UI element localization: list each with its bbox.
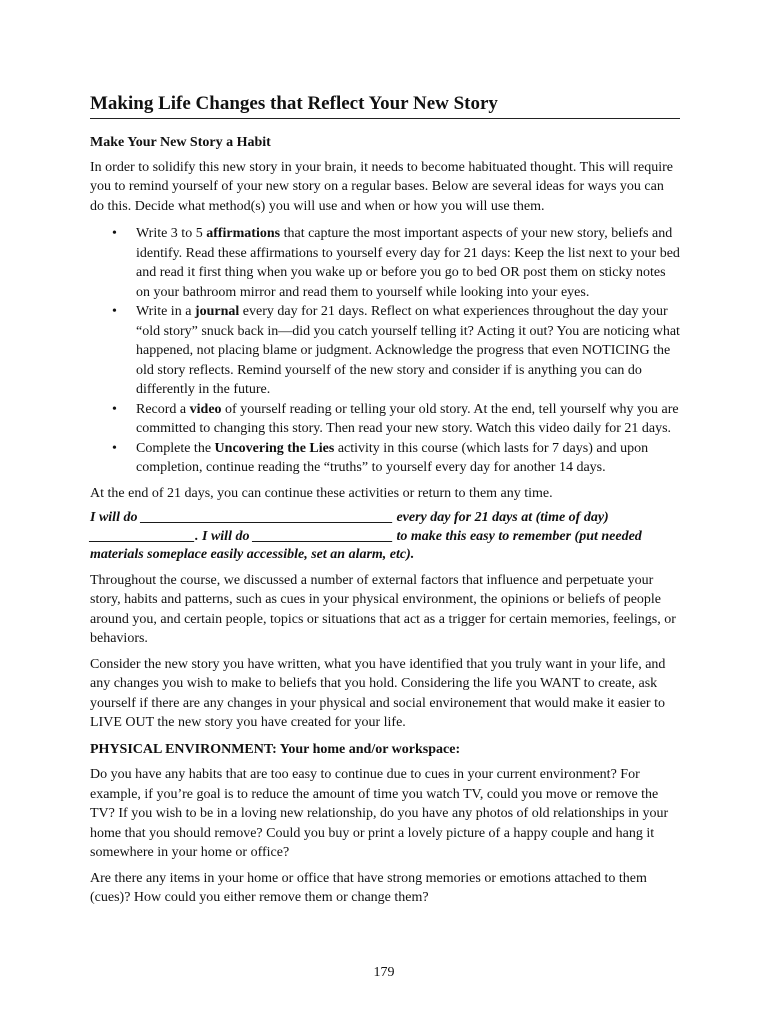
page-number: 179	[373, 965, 395, 980]
consider-paragraph: Consider the new story you have written, what you have identified that you truly want in your life, and any changes you wish to make to beliefs that you hold. Considering the life you WANT to create, ask yourself if there are any changes in your physical and social environement that would make it easier to LIVE OUT the new story you have created for your life.	[90, 656, 666, 730]
idea-text: Complete the	[136, 440, 215, 456]
external-factors-paragraph: Throughout the course, we discussed a number of external factors that influence and perpetuate your story, habits and patterns, such as cues in your physical environment, the opinions or beliefs of people around you, and certain people, topics or situations that act as a trigger for certain memories, feelings, or behaviors.	[90, 572, 676, 646]
idea-text: activity in this course (which lasts for 7 days) and upon completion, continue reading the “truths” to yourself every day for another 14 days.	[136, 440, 649, 475]
intro-paragraph: In order to solidify this new story in your brain, it needs to become habituated thought. This will require you to remind yourself of your new story on a regular bases. Below are several ideas for ways you can do this. Decide what method(s) you will use and when or how you will use them.	[90, 159, 673, 214]
list-item	[112, 400, 680, 439]
idea-text: Record a	[136, 401, 190, 417]
idea-text: that capture the most important aspects of your new story, beliefs and identify. Read these affirmations to yourself every day for 21 days: Keep the list next to your bed and read it first thing when you wake up or before you go to bed OR post them on sticky notes on your bathroom mirror and read them to yourself while looking into your eyes.	[136, 226, 680, 300]
section-heading: Make Your New Story a Habit	[90, 135, 271, 150]
physical-environment-heading: PHYSICAL ENVIRONMENT: Your home and/or workspace:	[90, 741, 461, 757]
habits-paragraph: Do you have any habits that are too easy to continue due to cues in your current environment? For example, if you’re goal is to reduce the amount of time you watch TV, could you move or remove the TV? If you wish to be in a loving new relationship, do you have any photos of old relationships in your home that you should remove? Could you buy or print a lovely picture of a happy couple and hang it somewhere in your home or office?	[90, 767, 669, 860]
idea-text: Write in a	[136, 304, 195, 319]
bullet-icon: •	[112, 304, 117, 319]
bullet-icon: •	[112, 226, 117, 241]
idea-keyword: video	[189, 401, 222, 417]
idea-text: of yourself reading or telling your old story. At the end, tell yourself why you are committed to changing this story. Then read your new story. Watch this video daily for 21 days.	[136, 401, 679, 436]
idea-keyword: Uncovering the Lies	[214, 440, 335, 456]
idea-keyword: journal	[194, 304, 240, 319]
document-page	[90, 92, 680, 908]
after-ideas-paragraph: At the end of 21 days, you can continue these activities or return to them any time.	[90, 485, 553, 501]
list-item	[112, 302, 680, 400]
idea-keyword: affirmations	[206, 226, 281, 241]
bullet-icon: •	[112, 440, 117, 456]
page-title: Making Life Changes that Reflect Your New Story	[90, 92, 680, 119]
list-item	[112, 224, 680, 302]
commitment-statement: I will do ____________________________________ every day for 21 days at (time of day) _______________. I will do ____________________ to make this easy to remember (put needed materials someplace easily accessible, set an alarm, etc).	[90, 510, 642, 562]
bullet-icon: •	[112, 401, 117, 417]
idea-text: Write 3 to 5	[136, 226, 207, 241]
items-paragraph: Are there any items in your home or office that have strong memories or emotions attached to them (cues)? How could you either remove them or change them?	[90, 870, 647, 905]
idea-text: every day for 21 days. Reflect on what experiences throughout the day your “old story” snuck back in—did you catch yourself telling it? Acting it out? You are noticing what happened, not placing blame or judgment. Acknowledge the progress that even NOTICING the old story reflects. Remind yourself of the new story and consider if is anything you can do differently in the future.	[136, 304, 680, 397]
habit-ideas-list	[90, 224, 680, 478]
list-item	[112, 439, 680, 478]
